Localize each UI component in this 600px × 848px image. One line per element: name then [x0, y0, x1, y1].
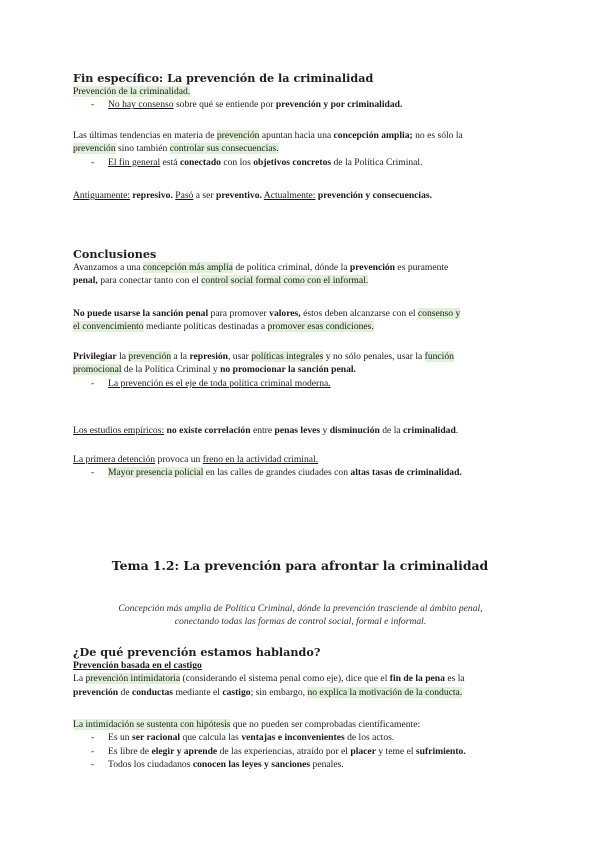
text: No hay consenso: [108, 99, 174, 111]
quote: [73, 602, 528, 629]
text: penales.: [310, 759, 344, 771]
text: concepción amplia;: [333, 130, 413, 141]
text: no promocionar la sanción penal.: [220, 364, 356, 376]
text: es puramente: [395, 262, 449, 273]
section-prevention: [73, 71, 528, 112]
text: altas tasas de criminalidad.: [350, 467, 462, 479]
text: está: [160, 156, 180, 168]
text: función: [424, 351, 454, 362]
text: conocen las leyes y sanciones: [192, 759, 311, 771]
text: mediante políticas destinadas a: [143, 321, 268, 333]
text: y: [320, 425, 330, 436]
text: para promover: [208, 308, 270, 319]
text: en las calles de grandes ciudades con: [203, 467, 351, 479]
text: y teme el: [375, 745, 416, 757]
text: control social formal como con el informal.: [201, 275, 369, 287]
text: prevención: [128, 351, 172, 362]
text: prevención: [73, 143, 116, 155]
text: prevención: [349, 262, 396, 273]
text: La prevención es el eje de toda política criminal moderna.: [108, 377, 331, 389]
bullet-item: [73, 745, 528, 758]
text: de: [118, 686, 132, 698]
text: prevención: [73, 686, 119, 698]
text: concepción más amplia: [142, 262, 233, 273]
text: represión: [189, 351, 228, 362]
text: prevención y por criminalidad.: [275, 99, 403, 111]
text: mediante el: [173, 686, 223, 698]
bullet-item: [73, 98, 528, 111]
text: que calcula las: [180, 732, 242, 744]
text: Pasó: [175, 190, 194, 201]
text: penas leves: [274, 425, 321, 436]
text: de política criminal, dónde la: [232, 262, 350, 273]
text: objetivos concretos: [253, 156, 332, 168]
bullet-item: [73, 466, 528, 479]
text: Todos los ciudadanos: [108, 759, 193, 771]
paragraph: [73, 350, 528, 390]
text: Las últimas tendencias en materia de: [73, 130, 217, 141]
text: Es libre de: [108, 745, 152, 757]
text: consenso y: [417, 308, 461, 319]
bullet-item: [73, 377, 528, 390]
text: Mayor presencia policial: [108, 467, 204, 479]
text: sufrimiento.: [415, 745, 466, 757]
text: para conectar tanto con el: [97, 275, 202, 287]
bullet-item: [73, 758, 528, 771]
text: políticas integrales: [251, 351, 324, 362]
text: es la: [444, 673, 465, 685]
text: el convencimiento: [73, 321, 144, 333]
paragraph: [73, 307, 528, 334]
text: penal,: [73, 275, 98, 287]
text: prevención: [216, 130, 260, 141]
section-heading: Fin específico: La prevención de la criminalidad: [73, 71, 374, 85]
text: provoca un: [155, 454, 203, 465]
text: disminución: [329, 425, 380, 436]
text: La primera detención: [73, 454, 156, 465]
text: controlar sus consecuencias.: [169, 143, 279, 155]
text: éstos deben alcanzarse con el: [300, 308, 418, 319]
text: represivo.: [130, 190, 173, 201]
text: Privilegiar: [73, 351, 117, 362]
text: promover esas condiciones.: [267, 321, 374, 333]
text: criminalidad: [403, 425, 456, 436]
text: (considerando el sistema penal como eje), dice que el: [180, 673, 390, 685]
text: Es un: [108, 732, 132, 744]
text: prevención y consecuencias.: [315, 190, 433, 201]
text: que no pueden ser comprobadas científicamente:: [230, 719, 421, 730]
text: de la: [379, 425, 404, 436]
text: y no sólo penales, usar la: [323, 351, 425, 362]
text: sobre qué se entiende por: [173, 99, 276, 111]
text: , usar: [228, 351, 252, 362]
text: no explica la motivación de la conducta.: [307, 686, 463, 698]
paragraph: [73, 453, 528, 480]
text: ; sin embargo,: [250, 686, 308, 698]
text: placer: [350, 745, 376, 757]
text: conectado: [179, 156, 221, 168]
text: Los estudios empíricos:: [73, 425, 165, 436]
text: no es sólo la: [412, 130, 463, 141]
text: La intimidación se sustenta con hipótesis: [73, 719, 231, 730]
subtitle: Prevención de la criminalidad.: [73, 86, 191, 97]
text: Concepción más amplia de Política Criminal, dónde la prevención trasciende al ámbito penal,: [118, 603, 483, 614]
text: la: [116, 351, 129, 362]
text: elegir y aprende: [151, 745, 218, 757]
paragraph: [73, 424, 528, 437]
text: .: [455, 425, 459, 436]
bullet-item: [73, 156, 528, 169]
text: fin de la pena: [389, 673, 445, 685]
section-heading: Conclusiones: [73, 247, 157, 261]
text: preventivo.: [216, 190, 262, 201]
text: a la: [171, 351, 190, 362]
text: valores,: [269, 308, 301, 319]
text: de las experiencias, atraído por el: [217, 745, 351, 757]
text: castigo: [222, 686, 251, 698]
text: No puede usarse la sanción penal: [73, 308, 209, 319]
section-prevention-types: [73, 645, 528, 699]
text: de la Política Criminal y: [121, 364, 221, 376]
subheading: Prevención basada en el castigo: [73, 660, 202, 671]
text: Avanzamos a una: [73, 262, 143, 273]
text: sino también: [115, 143, 170, 155]
text: conductas: [132, 686, 174, 698]
text: a ser: [193, 190, 216, 201]
text: entre: [250, 425, 275, 436]
text: El fin general: [108, 156, 161, 168]
topic-title: Tema 1.2: La prevención para afrontar la criminalidad: [111, 558, 489, 573]
bullet-item: [73, 731, 528, 744]
text: apuntan hacia una: [259, 130, 334, 141]
paragraph: [73, 129, 528, 169]
section-conclusions: [73, 247, 528, 288]
text: con los: [220, 156, 254, 168]
paragraph: [73, 189, 528, 202]
text: prevención intimidatoria: [85, 673, 181, 685]
text: promocional: [73, 364, 122, 376]
text: La: [73, 673, 86, 685]
text: ser racional: [131, 732, 181, 744]
text: ventajas e inconvenientes: [241, 732, 345, 744]
text: no existe correlación: [164, 425, 251, 436]
text: freno en la actividad criminal.: [202, 454, 319, 465]
text: de la Política Criminal.: [331, 156, 423, 168]
text: de los actos.: [344, 732, 395, 744]
text: conectando todas las formas de control social, formal e informal.: [174, 616, 427, 628]
text: Actualmente:: [263, 190, 316, 201]
text: Antiguamente:: [73, 190, 131, 201]
paragraph: [73, 718, 528, 772]
section-heading: ¿De qué prevención estamos hablando?: [73, 645, 321, 659]
